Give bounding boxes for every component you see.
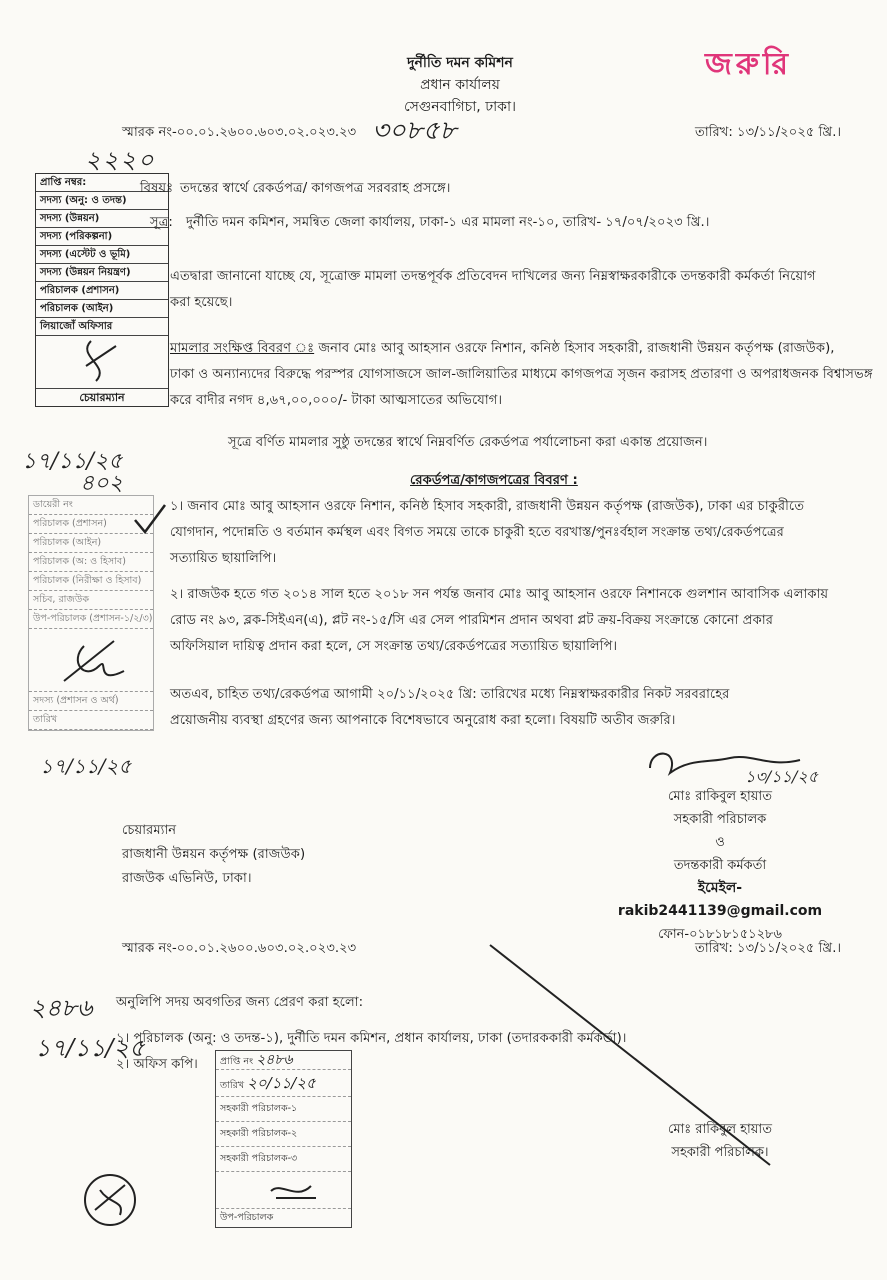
org-name: দুর্নীতি দমন কমিশন bbox=[407, 55, 513, 71]
need-line: সূত্রে বর্ণিত মামলার সুষ্ঠু তদন্তের স্বার্থে নিম্নবর্ণিত রেকর্ডপত্র পর্যালোচনা করা একান্ত প্রয়োজন। bbox=[228, 435, 708, 450]
item2-line-1: ২। রাজউক হতে গত ২০১৪ সাল হতে ২০১৮ সন পর্যন্ত জনাব মোঃ আবু আহসান ওরফে নিশানকে গুলশান আবাসিক এলাকায় bbox=[170, 587, 829, 602]
copy-memo-date: তারিখ: ১৩/১১/২০২৫ খ্রি.। bbox=[695, 941, 842, 956]
receipt-stamp-footer: চেয়ারম্যান bbox=[79, 391, 125, 404]
item2-line-3: অফিসিয়াল দায়িত্ব প্রদান করা হলে, সে সংক্রান্ত তথ্য/রেকর্ডপত্রের সত্যায়িত ছায়ালিপি। bbox=[170, 639, 618, 654]
intro-line-2: করা হয়েছে। bbox=[170, 295, 233, 310]
signatory-role: তদন্তকারী কর্মকর্তা bbox=[673, 858, 767, 873]
signature-block-2 bbox=[640, 1118, 800, 1164]
diary-stamp-row: পরিচালক (আইন) bbox=[29, 534, 153, 553]
handwritten-signature-icon bbox=[54, 631, 144, 691]
source-text: দুর্নীতি দমন কমিশন, সমন্বিত জেলা কার্যালয়, ঢাকা-১ এর মামলা নং-১০, তারিখ- ১৭/০৭/২০২৩ খ্রি.। bbox=[186, 215, 710, 230]
item1-line-3: সত্যায়িত ছায়ালিপি। bbox=[170, 551, 277, 566]
diary-stamp-row: পরিচালক (নিরীক্ষা ও হিসাব) bbox=[29, 572, 153, 591]
diary-stamp-row: উপ-পরিচালক (প্রশাসন-১/২/৩) bbox=[29, 610, 153, 629]
handwritten-signature-icon bbox=[71, 336, 131, 386]
diary-stamp-row: তারিখ bbox=[29, 711, 153, 730]
memo-date: তারিখ: ১৩/১১/২০২৫ খ্রি.। bbox=[695, 125, 842, 140]
office-name: প্রধান কার্যালয় bbox=[420, 77, 500, 93]
copy-stamp-date-row bbox=[216, 1070, 351, 1097]
records-heading: রেকর্ডপত্র/কাগজপত্রের বিবরণ : bbox=[410, 473, 578, 488]
diary-stamp-row: ডায়েরী নং bbox=[29, 496, 153, 515]
copy-receipt-stamp bbox=[215, 1050, 352, 1228]
diary-handwritten-bottom: ১৭/১১/২৫ bbox=[40, 754, 132, 778]
receipt-stamp-row: সদস্য (উন্নয়ন নিয়ন্ত্রণ) bbox=[36, 264, 168, 282]
receipt-stamp-row: পরিচালক (প্রশাসন) bbox=[36, 282, 168, 300]
copy-stamp-row: সহকারী পরিচালক-১ bbox=[216, 1097, 351, 1122]
copy-stamp-row: সহকারী পরিচালক-২ bbox=[216, 1122, 351, 1147]
recipient-line-2: রাজধানী উন্নয়ন কর্তৃপক্ষ (রাজউক) bbox=[122, 847, 306, 862]
copy-stamp-footer: উপ-পরিচালক bbox=[220, 1212, 274, 1223]
item1-line-2: যোগদান, পদোন্নতি ও বর্তমান কর্মস্থল এবং বিগত সময়ে তাকে চাকুরী হতে বরখাস্ত/পুনঃর্বহাল সংক্রান্ত তথ্য/রেকর্ডপত্রের bbox=[170, 525, 784, 540]
copy-stamp-date-value: ২০/১১/২৫ bbox=[247, 1074, 316, 1092]
office-address: সেগুনবাগিচা, ঢাকা। bbox=[403, 99, 517, 115]
letterhead bbox=[300, 52, 620, 118]
summary-label: মামলার সংক্ষিপ্ত বিবরণ ঃ bbox=[170, 341, 315, 356]
receipt-stamp-row: প্রাপ্তি নম্বর: bbox=[36, 174, 168, 192]
subject-label: বিষয়ঃ bbox=[140, 181, 174, 196]
copy-heading: অনুলিপি সদয় অবগতির জন্য প্রেরণ করা হলো: bbox=[116, 995, 364, 1010]
source-label: সূত্র: bbox=[150, 215, 173, 230]
intro-line-1: এতদ্বারা জানানো যাচ্ছে যে, সূত্রোক্ত মামলা তদন্তপূর্বক প্রতিবেদন দাখিলের জন্য নিম্নস্বাক্ষরকারীকে তদন্তকারী কর্মকর্তা নিয়োগ bbox=[170, 269, 816, 284]
signatory-2-title: সহকারী পরিচালক। bbox=[671, 1145, 769, 1160]
signatory-phone: ফোন-০১৮১৮১৫১২৮৬ bbox=[658, 927, 782, 942]
receipt-stamp-row: সদস্য (পরিকল্পনা) bbox=[36, 228, 168, 246]
signature-handwritten-date: ১৩/১১/২৫ bbox=[745, 767, 819, 786]
received-handwritten-number: ২২২০ bbox=[85, 146, 156, 174]
signatory-and: ও bbox=[715, 835, 725, 850]
diary-stamp-row: পরিচালক (অ: ও হিসাব) bbox=[29, 553, 153, 572]
receipt-stamp-row: লিয়াজোঁ অফিসার bbox=[36, 318, 168, 336]
summary-text-1: জনাব মোঃ আবু আহসান ওরফে নিশান, কনিষ্ঠ হিসাব সহকারী, রাজধানী উন্নয়ন কর্তৃপক্ষ (রাজউক), bbox=[318, 341, 835, 356]
request-line-1: অতএব, চাহিত তথ্য/রেকর্ডপত্র আগামী ২০/১১/২০২৫ খ্রি: তারিখের মধ্যে নিম্নস্বাক্ষরকারীর নিকট সরবরাহের bbox=[170, 687, 730, 702]
item1-line-1: ১। জনাব মোঃ আবু আহসান ওরফে নিশান, কনিষ্ঠ হিসাব সহকারী, রাজধানী উন্নয়ন কর্তৃপক্ষ (রাজউক), ঢাকা এর চাকুরীতে bbox=[170, 499, 805, 514]
receipt-stamp-row: পরিচালক (আইন) bbox=[36, 300, 168, 318]
receipt-stamp bbox=[35, 173, 169, 407]
copy-signature-icon bbox=[70, 1160, 150, 1240]
copy-stamp-number-value: ২৪৮৬ bbox=[256, 1052, 293, 1068]
recipient-line-3: রাজউক এভিনিউ, ঢাকা। bbox=[122, 871, 252, 886]
copy-stamp-date-label: তারিখ bbox=[220, 1080, 245, 1091]
memo-handwritten-number: ৩০৮৫৮ bbox=[372, 116, 457, 146]
summary-line-2: ঢাকা ও অন্যান্যদের বিরুদ্ধে পরস্পর যোগসাজসে জাল-জালিয়াতির মাধ্যমে কাগজপত্র সৃজন করাসহ প্রতারণা ও অপরাধজনক বিশ্বাসভঙ্গ bbox=[170, 367, 873, 382]
copy-stamp-row: সহকারী পরিচালক-৩ bbox=[216, 1147, 351, 1172]
recipient-line-1: চেয়ারম্যান bbox=[122, 823, 177, 838]
copy-stamp-signature-area bbox=[216, 1172, 351, 1209]
diary-stamp-row: পরিচালক (প্রশাসন) bbox=[29, 515, 153, 534]
copy-stamp-number-row bbox=[216, 1051, 351, 1070]
signatory-name: মোঃ রাকিবুল হায়াত bbox=[668, 789, 772, 804]
checkmark-icon bbox=[130, 500, 170, 540]
receipt-stamp-signature-area bbox=[36, 336, 168, 389]
copy-memo-ref: স্মারক নং-০০.০১.২৬০০.৬০৩.০২.০২৩.২৩ bbox=[122, 941, 357, 956]
summary-line-1 bbox=[170, 338, 834, 359]
signatory-title: সহকারী পরিচালক bbox=[673, 812, 767, 827]
signatory-2-name: মোঃ রাকিবুল হায়াত bbox=[668, 1122, 772, 1137]
request-line-2: প্রয়োজনীয় ব্যবস্থা গ্রহণের জন্য আপনাকে বিশেষভাবে অনুরোধ করা হলো। বিষয়টি অতীব জরুরি। bbox=[170, 713, 676, 728]
diary-handwritten-number: ৪০২ bbox=[80, 471, 123, 496]
signature-block bbox=[600, 785, 840, 946]
copy-item-2: ২। অফিস কপি। bbox=[116, 1057, 198, 1072]
summary-line-3: করে বাদীর নগদ ৪,৬৭,০০,০০০/- টাকা আত্মসাতের অভিযোগ। bbox=[170, 393, 503, 408]
diary-stamp-row: সচিব, রাজউক bbox=[29, 591, 153, 610]
receipt-stamp-row: সদস্য (এস্টেট ও ভূমি) bbox=[36, 246, 168, 264]
subject-text: তদন্তের স্বার্থে রেকর্ডপত্র/ কাগজপত্র সরবরাহ প্রসঙ্গে। bbox=[180, 181, 451, 196]
copy-item-1: ১। পরিচালক (অনু: ও তদন্ত-১), দুর্নীতি দমন কমিশন, প্রধান কার্যালয়, ঢাকা (তদারককারী কর্মকর্তা)। bbox=[116, 1031, 627, 1046]
diary-handwritten-date: ১৭/১১/২৫ bbox=[22, 449, 123, 474]
diary-stamp-row: সদস্য (প্রশাসন ও অর্থ) bbox=[29, 692, 153, 711]
copy-handwritten-date: ১৭/১১/২৫ bbox=[35, 1034, 145, 1062]
memo-ref: স্মারক নং-০০.০১.২৬০০.৬০৩.০২.০২৩.২৩ bbox=[122, 125, 357, 140]
diary-stamp-signature-area bbox=[29, 629, 153, 692]
handwritten-initial-icon bbox=[266, 1176, 326, 1206]
receipt-stamp-row: সদস্য (উন্নয়ন) bbox=[36, 210, 168, 228]
copy-handwritten-number: ২৪৮৬ bbox=[30, 994, 93, 1022]
receipt-stamp-row: সদস্য (অনু: ও তদন্ত) bbox=[36, 192, 168, 210]
signatory-email: ইমেইল-rakib2441139@gmail.com bbox=[617, 880, 823, 919]
urgent-stamp: জরুরি bbox=[705, 47, 792, 82]
item2-line-2: রোড নং ৯৩, ব্লক-সিইএন(এ), প্লট নং-১৫/সি এর সেল পারমিশন প্রদান অথবা প্লট ক্রয়-বিক্রয় সংক্রান্তে কোনো প্রকার bbox=[170, 613, 773, 628]
copy-stamp-number-label: প্রাপ্তি নং bbox=[220, 1056, 254, 1067]
